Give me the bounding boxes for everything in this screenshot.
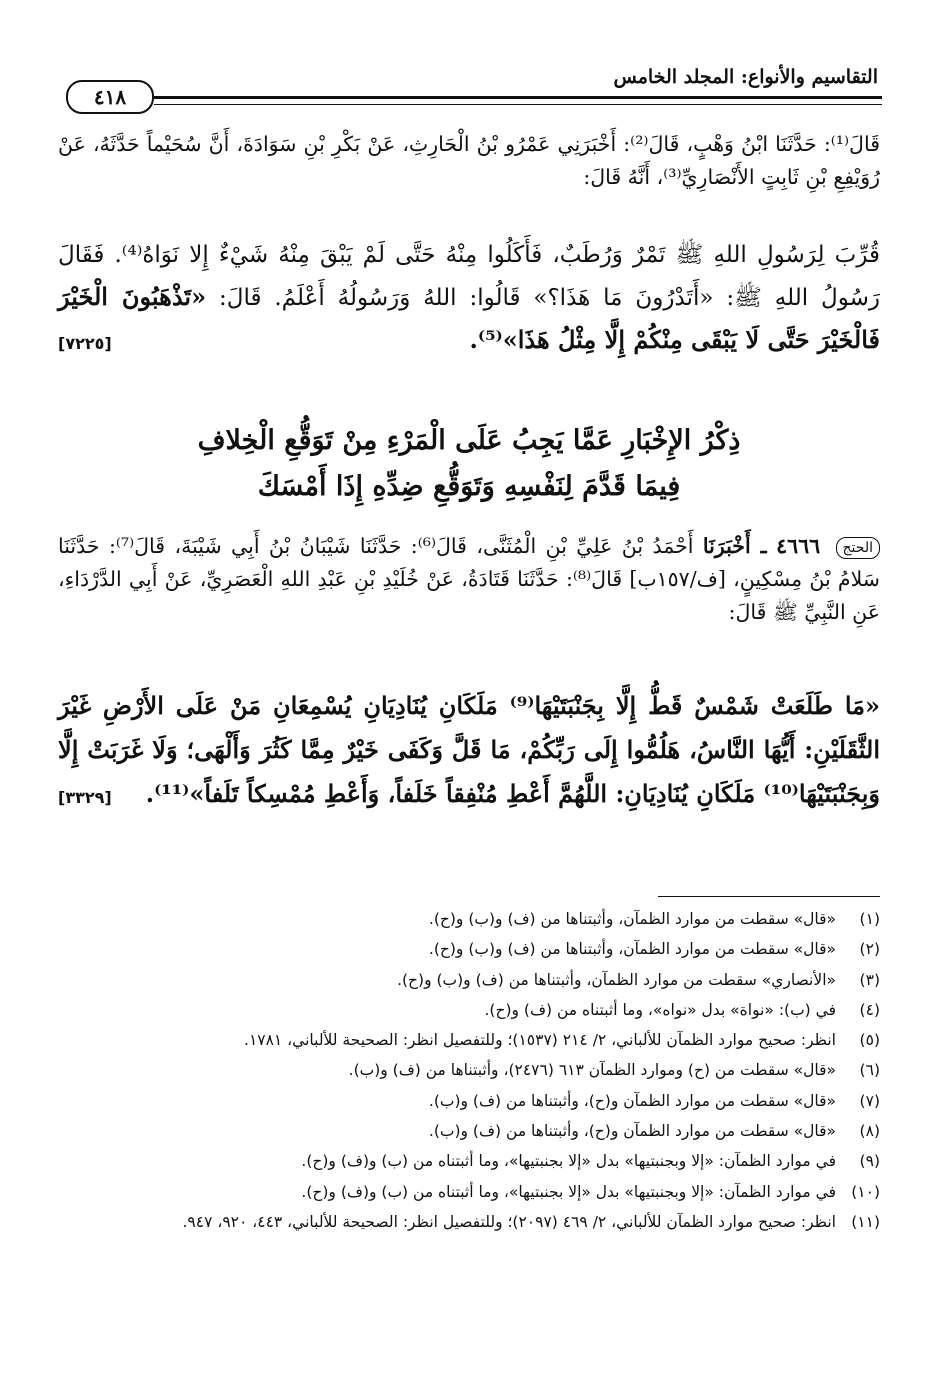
footnote-text: انظر: صحيح موارد الظمآن للألباني، ٢/ ٢١٤ (١٥٣٧)؛ وللتفصيل انظر: الصحيحة للألباني، ١٧٨١.: [244, 1031, 836, 1050]
ruling-badge: الحتج: [836, 537, 880, 559]
footnote-text: «قال» سقطت من موارد الظمآن و(ح)، وأثبتناها من (ف) و(ب).: [428, 1122, 836, 1141]
footnote-number: (٢): [859, 940, 880, 959]
paragraph-isnad-4666: [58, 530, 880, 629]
header-rule-thin: [154, 104, 882, 105]
footnotes-list: [58, 904, 880, 1237]
footnote-item: [58, 1086, 880, 1116]
paragraph-isnad: قَالَ⁽¹⁾: حَدَّثَنَا ابْنُ وَهْبٍ، قَالَ⁽²⁾: أَخْبَرَنِي عَمْرُو بْنُ الْحَارِثِ، عَنْ بَكْرِ بْنِ سَوَادَةَ، أَنَّ سُحَيْماً حَدَّثَهُ، عَنْ رُوَيْفِعِ بْنِ ثَابِتٍ الأَنْصَارِيِّ⁽³⁾، أَنَّهُ قَالَ:: [58, 132, 880, 189]
footnote-text: «قال» سقطت من موارد الظمآن، وأثبتناها من (ف) و(ب) و(ح).: [428, 940, 836, 959]
hadith-saying: «تَذْهَبُونَ الْخَيْرَ فَالْخَيْرَ حَتَّى لَا يَبْقَى مِنْكُمْ إِلَّا مِثْلُ هَذَا»⁽⁵⁾.: [58, 282, 880, 354]
footnote-item: [58, 1207, 880, 1237]
section-title-line: فِيمَا قَدَّمَ لِنَفْسِهِ وَتَوَقُّعِ ضِدِّهِ إِذَا أَمْسَكَ: [257, 471, 681, 502]
footnote-separator: [658, 896, 880, 897]
footnote-item: [58, 1025, 880, 1055]
footnote-number: (٣): [859, 970, 880, 989]
hadith-number: ٤٦٦٦: [776, 534, 821, 558]
footnote-number: (١٠): [851, 1182, 880, 1201]
header-rule: [154, 96, 882, 99]
footnote-item: [58, 904, 880, 934]
page-number: ٤١٨: [66, 80, 154, 114]
hadith-text: «مَا طَلَعَتْ شَمْسٌ قَطُّ إِلَّا بِجَنْبَتَيْهَا⁽⁹⁾ مَلَكَانِ يُنَادِيَانِ يُسْمِعَانِ مَنْ عَلَى الأَرْضِ غَيْرَ الثَّقَلَيْنِ: أَيُّهَا النَّاسُ، هَلُمُّوا إِلَى رَبِّكُمْ، مَا قَلَّ وَكَفَى خَيْرٌ مِمَّا كَثُرَ وَأَلْهَى؛ وَلَا غَرَبَتْ إِلَّا وَبِجَنْبَتَيْهَا⁽¹⁰⁾ مَلَكَانِ يُنَادِيَانِ: اللَّهُمَّ أَعْطِ مُنْفِقاً خَلَفاً، وَأَعْطِ مُمْسِكاً تَلَفاً»⁽¹¹⁾.: [58, 691, 880, 808]
footnote-number: (٧): [859, 1091, 880, 1110]
footnote-number: (٩): [859, 1152, 880, 1171]
footnote-text: «الأنصاري» سقطت من موارد الظمآن، وأثبتناها من (ف) و(ب) و(ح).: [397, 970, 836, 989]
hadith-text: قُرِّبَ لِرَسُولِ اللهِ ﷺ تَمْرٌ وَرُطَبٌ، فَأَكَلُوا مِنْهُ حَتَّى لَمْ يَبْقَ مِنْهُ شَيْءٌ إِلا نَوَاهُ⁽⁴⁾. فَقَالَ رَسُولُ اللهِ ﷺ: «أَتَدْرُونَ مَا هَذَا؟» قَالُوا: اللهُ وَرَسُولُهُ أَعْلَمُ. قَالَ:: [58, 242, 881, 311]
footnote-item: [58, 1116, 880, 1146]
footnote-text: في موارد الظمآن: «إلا وبجنبتيها» بدل «إلا بجنبتيها»، وما أثبتناه من (ب) و(ف) و(ح).: [301, 1182, 836, 1201]
footnote-text: «قال» سقطت من موارد الظمآن و(ح)، وأثبتناها من (ف) و(ب).: [428, 1091, 836, 1110]
section-title-line: ذِكْرُ الإِخْبَارِ عَمَّا يَجِبُ عَلَى الْمَرْءِ مِنْ تَوَقُّعِ الْخِلافِ: [197, 425, 741, 456]
hadith-reference: [٣٣٢٩]: [58, 788, 112, 807]
running-title: التقاسيم والأنواع: المجلد الخامس: [613, 66, 878, 88]
footnote-text: في موارد الظمآن: «إلا وبجنبتيها» بدل «إلا بجنبتيها»، وما أثبتناه من (ب) و(ف) و(ح).: [301, 1152, 836, 1171]
footnote-text: «قال» سقطت من (ح) وموارد الظمآن ٦١٣ (٢٤٧٦)، وأثبتناها من (ف) و(ب).: [348, 1061, 836, 1080]
footnote-item: [58, 1146, 880, 1176]
footnote-item: [58, 1055, 880, 1085]
page-header: [58, 58, 882, 114]
isnad-text: أَحْمَدُ بْنُ عَلِيِّ بْنِ الْمُثَنَّى، قَالَ⁽⁶⁾: حَدَّثَنَا شَيْبَانُ بْنُ أَبِي شَيْبَةَ، قَالَ⁽⁷⁾: حَدَّثَنَا سَلامُ بْنُ مِسْكِينٍ، [ف/١٥٧ب] قَالَ⁽⁸⁾: حَدَّثَنَا قَتَادَةُ، عَنْ خُلَيْدِ بْنِ عَبْدِ اللهِ الْعَصَرِيِّ، عَنْ أَبِي الدَّرْدَاءِ، عَنِ النَّبِيِّ ﷺ قَالَ:: [58, 534, 880, 624]
section-title: [58, 418, 880, 510]
paragraph-hadith-7225: [58, 234, 880, 365]
footnote-item: [58, 934, 880, 964]
footnote-text: انظر: صحيح موارد الظمآن للألباني، ٢/ ٤٦٩ (٢٠٩٧)؛ وللتفصيل انظر: الصحيحة للألباني، ٤٤٣، ٩٢٠، ٩٤٧.: [182, 1212, 836, 1231]
footnote-number: (١): [859, 910, 880, 928]
footnote-number: (٨): [859, 1122, 880, 1141]
footnote-text: في (ب): «نواة» بدل «نواه»، وما أثبتناه من (ف) و(ح).: [484, 1000, 836, 1019]
footnote-text: «قال» سقطت من موارد الظمآن، وأثبتناها من (ف) و(ب) و(ح).: [428, 910, 836, 928]
narration-lead: ـ أَخْبَرَنَا: [702, 534, 767, 558]
paragraph-hadith-3329: [58, 684, 880, 820]
hadith-reference: [٧٢٢٥]: [58, 334, 112, 353]
footnote-number: (١١): [851, 1212, 880, 1231]
footnote-item: [58, 965, 880, 995]
footnote-number: (٥): [859, 1031, 880, 1050]
footnote-number: (٤): [859, 1000, 880, 1019]
footnote-item: [58, 1177, 880, 1207]
footnote-item: [58, 995, 880, 1025]
footnote-number: (٦): [859, 1061, 880, 1080]
